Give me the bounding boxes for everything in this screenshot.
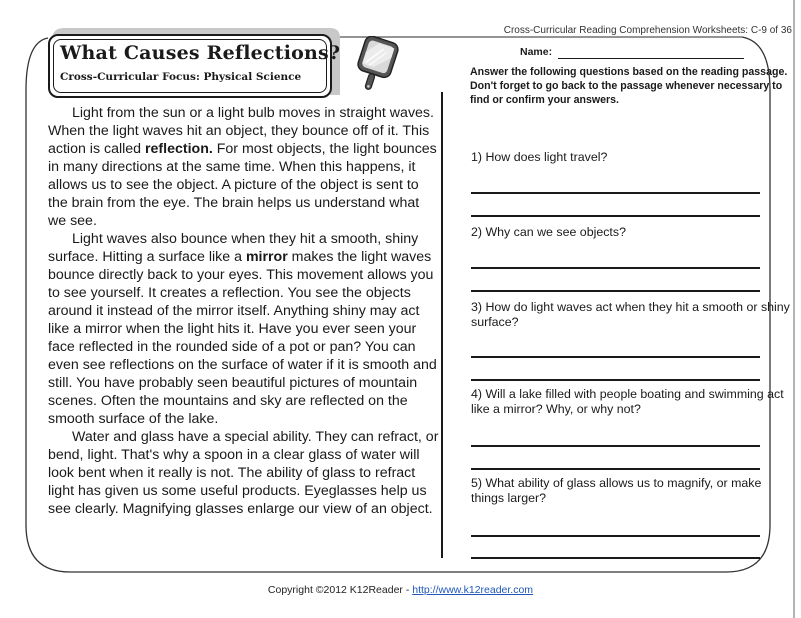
passage-paragraph-2: Light waves also bounce when they hit a smooth, shiny surface. Hitting a surface like a mirror makes the light waves bounce directly back to your eyes. This movement allows you to see yourself. It creates a reflection. You see the objects around it instead of the mirror itself. Anything shiny may act like a mirror when the light hits it. Have you ever seen your face reflected in the rounded side of a pot or pan? You can even see reflections on the surface of water if it is smooth and still. You have probably seen beautiful pictures of mountain scenes. Often the mountains and sky are reflected on the smooth surface of the lake. (48, 231, 437, 427)
passage-paragraph-3: Water and glass have a special ability. They can refract, or bend, light. That's why a spoon in a clear glass of water will look bent when it really is not. The ability of glass to refract light has given us some useful products. Eyeglasses help us see clearly. Magnifying glasses enlarge our view of an object. (48, 429, 439, 517)
question-2: 2) Why can we see objects? (471, 225, 626, 239)
answer-line-3a[interactable] (471, 356, 760, 358)
passage-paragraph-1: Light from the sun or a light bulb moves in straight waves. When the light waves hit an object, they bounce off of it. This action is called reflection. For most objects, the light bounces in many directions at the same time. When this happens, it allows us to see the object. A picture of the object is sent to the brain from the eye. The brain helps us understand what we see. (48, 105, 437, 229)
hand-mirror-icon (354, 36, 402, 98)
answer-line-5a[interactable] (471, 535, 760, 537)
footer-copyright: Copyright ©2012 K12Reader - http://www.k12reader.com (267, 584, 534, 596)
term-reflection: reflection. (145, 141, 213, 157)
answer-line-2a[interactable] (471, 267, 760, 269)
name-label: Name: (520, 46, 553, 58)
instructions: Answer the following questions based on the reading passage. Don't forget to go back to the passage whenever necessary to find or confirm your answers. (470, 66, 788, 106)
reading-passage (48, 104, 440, 518)
question-5: 5) What ability of glass allows us to magnify, or make things larger? (471, 476, 762, 505)
name-field[interactable] (558, 58, 744, 59)
question-4: 4) Will a lake filled with people boating and swimming act like a mirror? Why, or why not? (471, 387, 784, 416)
answer-line-4b[interactable] (471, 468, 760, 470)
answer-line-4a[interactable] (471, 445, 760, 447)
answer-line-3b[interactable] (471, 379, 760, 381)
term-mirror: mirror (245, 249, 288, 265)
page-title: What Causes Reflections? (60, 42, 341, 64)
question-1: 1) How does light travel? (471, 150, 608, 164)
column-divider (441, 92, 443, 558)
title-box (48, 34, 341, 98)
question-3: 3) How do light waves act when they hit a smooth or shiny surface? (471, 300, 790, 329)
answer-line-1b[interactable] (471, 215, 760, 217)
series-label: Cross-Curricular Reading Comprehension Worksheets: C-9 of 36 (503, 25, 792, 36)
k12reader-link[interactable]: http://www.k12reader.com (412, 584, 534, 596)
answer-line-2b[interactable] (471, 290, 760, 292)
answer-line-1a[interactable] (471, 192, 760, 194)
answer-line-5b[interactable] (471, 557, 760, 559)
page-subtitle: Cross-Curricular Focus: Physical Science (60, 71, 302, 83)
